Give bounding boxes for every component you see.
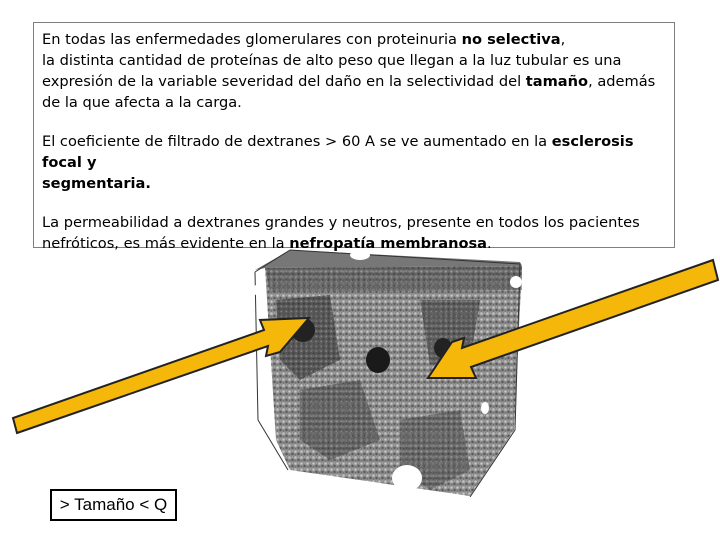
text-run: El coeficiente de filtrado de dextranes > 60 A se ve aumentado en la	[42, 133, 552, 150]
cube	[253, 250, 522, 497]
bold-text: tamaño	[525, 73, 589, 90]
text-run: la distinta cantidad de proteínas de alto peso que llegan a la luz tubular es una	[42, 52, 622, 69]
text-run: expresión de la variable severidad del daño en la selectividad del	[42, 73, 526, 90]
text-box	[33, 22, 675, 252]
bold-text: nefropatía membranosa	[289, 235, 488, 252]
size-caption-box	[50, 489, 177, 521]
pore-bright	[392, 465, 422, 491]
text-run: , además	[588, 73, 656, 90]
text-run: En todas las enfermedades glomerulares con proteinuria	[42, 31, 462, 48]
bold-text: no selectiva	[461, 31, 561, 48]
text-run: ,	[560, 31, 566, 48]
up-right-arrow-icon	[13, 318, 309, 433]
bold-text: segmentaria.	[42, 175, 151, 192]
text-run: nefróticos, es más evidente en la	[42, 235, 290, 252]
paragraph-1	[42, 29, 666, 113]
bold-text: esclerosis focal y	[42, 133, 634, 171]
paragraph-3	[42, 212, 666, 254]
paragraph-2	[42, 131, 666, 194]
size-caption: > Tamaño < Q	[59, 495, 168, 514]
text-run: La permeabilidad a dextranes grandes y neutros, presente en todos los pacientes	[42, 214, 640, 231]
text-run: .	[487, 235, 492, 252]
text-run: de la que afecta a la carga.	[42, 94, 242, 111]
pore-hole	[366, 347, 390, 373]
